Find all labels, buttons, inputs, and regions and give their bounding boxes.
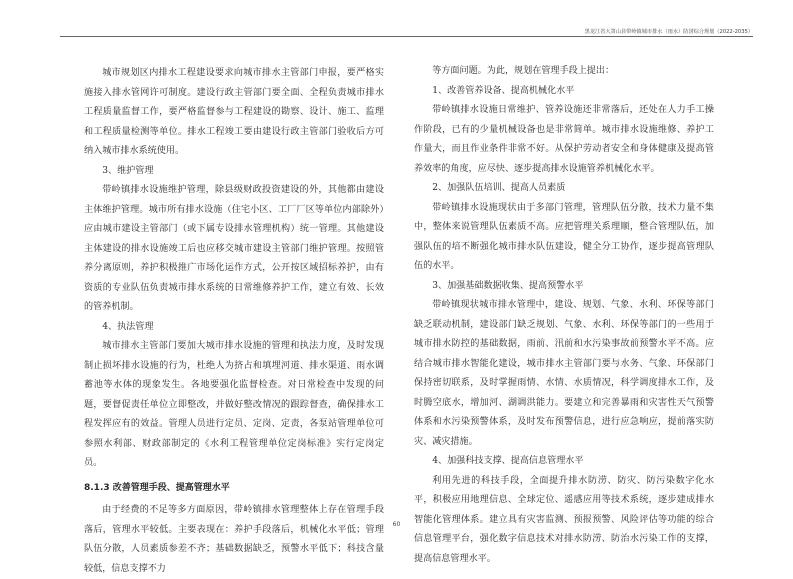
paragraph-approval: 城市规划区内排水工程建设要求向城市排水主管部门申报，要严格实施接入排水管网许可制度。建设行政主管部门要全面、全程负责城市排水工程质量监督工作，要严格监督参与工程建设的勘察、设计、施工、监理和工程质量检测等单位。排水工程竣工要由建设行政主管部门验收后方可纳入城市排水系统使用。 bbox=[84, 68, 384, 156]
paragraph-equipment: 带岭镇排水设施日常维护、管养设施还非常落后，还处在人力手工操作阶段，已有的少量机械设备也是非常简单。城市排水设施维修、养护工作量大，而且作业条件非常不好。从保护劳动者安全和身体健康及提高管养效率的角度，应尽快、逐步提高排水设施管养机械化水平。 bbox=[414, 105, 714, 174]
left-column bbox=[84, 64, 384, 579]
page-header-title: 黑龙江省大箐山县带岭镇城市排水（雨水）防涝综合规划（2022-2035） bbox=[584, 29, 753, 35]
subheading-training: 2、加强队伍培训、提高人员素质 bbox=[432, 183, 566, 193]
subheading-enforcement: 4、执法管理 bbox=[102, 321, 154, 332]
subheading-maintenance: 3、维护管理 bbox=[102, 165, 154, 176]
header-divider bbox=[60, 36, 753, 37]
paragraph-continuation: 等方面问题。为此，规划在管理手段上提出： bbox=[432, 66, 615, 76]
paragraph-enforcement: 城市排水主管部门要加大城市排水设施的管理和执法力度，及时发现制止损坏排水设施的行为，杜绝人为挤占和填埋河道、排水渠道、雨水调蓄池等水体的现象发生。各地要强化监督检查。对日常检查中发现的问题，要督促责任单位立即整改，并做好整改情况的跟踪督查，确保排水工程发挥应有的效益。管理人员进行定员、定岗、定责，各泵站管理单位可参照水利部、财政部制定的《水利工程管理单位定岗标准》实行定岗定员。 bbox=[84, 341, 384, 468]
page-number: 60 bbox=[392, 521, 401, 528]
section-heading-8-1-3: 8.1.3 改善管理手段、提高管理水平 bbox=[84, 482, 230, 493]
subheading-equipment: 1、改善管养设备、提高机械化水平 bbox=[432, 85, 575, 96]
right-column bbox=[414, 62, 714, 569]
paragraph-technology: 利用先进的科技手段，全面提升排水防涝、防灾、防污染数字化水平，积极应用地理信息、全球定位、遥感应用等技术系统，逐步建成排水智能化管理体系。建立具有灾害监测、预报预警、风险评估等功能的综合信息管理平台，强化数字信息技术对排水防涝、防治水污染工作的支撑，提高信息管理水平。 bbox=[414, 475, 714, 564]
paragraph-training: 带岭镇排水设施现状由于多部门管理，管理队伍分散，技术力量不集中，整体来说管理队伍素质不高。应把管理关系理顺，整合管理队伍，加强队伍的培不断强化城市排水队伍建设，健全分工协作，逐步提高管理队伍的水平。 bbox=[414, 202, 714, 271]
subheading-data-warning: 3、加强基础数据收集、提高预警水平 bbox=[432, 280, 584, 291]
subheading-technology: 4、加强科技支撑、提高信息管理水平 bbox=[432, 456, 584, 466]
paragraph-maintenance: 带岭镇排水设施维护管理，除县级财政投资建设的外，其他都由建设主体维护管理。城市所有排水设施（住宅小区、工厂厂区等单位内部除外）应由城市建设主管部门（或下属专设排水管理机构）统一管理。其他建设主体建设的排水设施竣工后也应移交城市建设主管部门维护管理。按照管养分离原则，养护积极推广市场化运作方式，公开按区域招标养护，由有资质的专业队伍负责城市排水系统的日常维修养护工作，建立有效、长效的管养机制。 bbox=[84, 185, 384, 312]
paragraph-data-warning: 带岭镇现状城市排水管理中，建设、规划、气象、水利、环保等部门缺乏联动机制，建设部门缺乏规划、气象、水利、环保等部门的一些用于城市排水防控的基础数据，雨前、汛前和水污染事故前预警水平不高。应结合城市排水智能化建设，城市排水主管部门要与水务、气象、环保部门保持密切联系，及时掌握雨情、水情、水质情况，科学调度排水工作，及时腾空底水，增加河、湖调洪能力。要建立和完善暴雨和灾害性天气预警体系和水污染预警体系，及时发布预警信息，进行应急响应，提前落实防灾、减灾措施。 bbox=[414, 300, 714, 447]
paragraph-management-issues: 由于经费的不足等多方面原因，带岭镇排水管理整体上存在管理手段落后，管理水平较低。主要表现在：养护手段落后，机械化水平低；管理队伍分散，人员素质参差不齐；基础数据缺乏，预警水平低下；科技含量较低，信息支撑不力 bbox=[84, 505, 384, 574]
